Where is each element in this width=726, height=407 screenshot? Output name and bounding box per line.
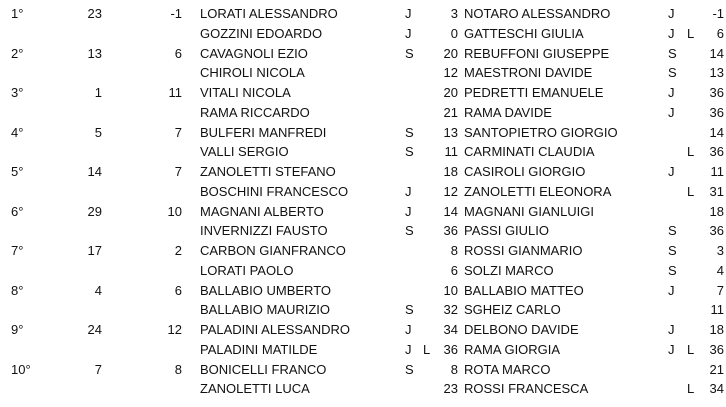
player2-name: BALLABIO MATTEO (464, 282, 584, 298)
player2-category-flag: S (668, 243, 677, 258)
player2-name: PASSI GIULIO (464, 223, 550, 239)
player2-name: SOLZI MARCO (464, 262, 554, 278)
player1-category-flag: J (405, 25, 412, 41)
player1-score: 10 (443, 282, 458, 298)
team-number-cell: 4 (94, 282, 102, 298)
player1-name: CHIROLI NICOLA (200, 65, 305, 81)
player1-category-flag: S (405, 45, 414, 61)
player2-category-flag: J (668, 282, 675, 298)
player1-name: LORATI PAOLO (200, 262, 294, 278)
player1-score: 21 (443, 104, 458, 120)
player1-name: BALLABIO MAURIZIO (200, 302, 331, 318)
player1-score: 13 (443, 124, 458, 140)
player2-score: 36 (709, 104, 724, 120)
player2-score: 13 (709, 65, 724, 81)
player1-score: 18 (443, 164, 458, 179)
player2-name: ROSSI GIANMARIO (464, 243, 583, 258)
player1-name: BONICELLI FRANCO (200, 361, 327, 377)
player1-name: ZANOLETTI LUCA (200, 381, 310, 397)
table-row (0, 379, 726, 399)
player1-score: 36 (443, 223, 458, 239)
place-cell: 5° (11, 164, 24, 179)
place-cell: 10° (11, 361, 31, 377)
place-cell: 8° (11, 282, 24, 298)
player1-score: 34 (443, 322, 458, 337)
player2-lady-flag: L (687, 183, 695, 199)
table-row (0, 300, 726, 320)
player2-score: 3 (716, 243, 724, 258)
table-row (0, 83, 726, 103)
player1-score: 14 (443, 203, 458, 219)
player2-category-flag: S (668, 45, 677, 61)
player2-score: 36 (709, 144, 724, 160)
team-number-cell: 5 (94, 124, 102, 140)
table-row (0, 103, 726, 123)
player1-score: 20 (443, 85, 458, 100)
player1-name: GOZZINI EDOARDO (200, 25, 323, 41)
player2-score: 36 (709, 341, 724, 357)
player2-name: CARMINATI CLAUDIA (464, 144, 595, 160)
player1-lady-flag: L (423, 341, 431, 357)
difference-cell: 11 (168, 85, 182, 100)
player2-category-flag: J (668, 6, 675, 21)
team-number-cell: 17 (87, 243, 102, 258)
difference-cell: -1 (170, 6, 182, 21)
difference-cell: 2 (174, 243, 182, 258)
player2-category-flag: J (668, 85, 675, 100)
table-row (0, 360, 726, 380)
team-number-cell: 7 (94, 361, 102, 377)
table-row (0, 241, 726, 261)
table-row (0, 44, 726, 64)
player1-category-flag: J (405, 6, 412, 21)
table-row (0, 221, 726, 241)
player2-name: RAMA GIORGIA (464, 341, 561, 357)
player2-lady-flag: L (687, 341, 695, 357)
player1-score: 36 (443, 341, 458, 357)
player2-name: MAGNANI GIANLUIGI (464, 203, 595, 219)
player1-name: INVERNIZZI FAUSTO (200, 223, 328, 239)
place-cell: 1° (11, 6, 24, 21)
player2-category-flag: J (668, 25, 675, 41)
player2-score: 31 (709, 183, 724, 199)
table-row (0, 281, 726, 301)
table-row (0, 340, 726, 360)
player1-score: 32 (443, 302, 458, 318)
difference-cell: 12 (167, 322, 182, 337)
player2-name: NOTARO ALESSANDRO (464, 6, 611, 21)
player1-name: BULFERI MANFREDI (200, 124, 327, 140)
team-number-cell: 23 (87, 6, 102, 21)
player1-name: PALADINI ALESSANDRO (200, 322, 351, 337)
player2-name: SANTOPIETRO GIORGIO (464, 124, 618, 140)
player1-score: 23 (443, 381, 458, 397)
difference-cell: 10 (167, 203, 182, 219)
table-row (0, 63, 726, 83)
team-number-cell: 13 (87, 45, 102, 61)
player1-name: CAVAGNOLI EZIO (200, 45, 308, 61)
player1-name: VITALI NICOLA (200, 85, 291, 100)
player1-score: 3 (450, 6, 458, 21)
player2-category-flag: S (668, 223, 677, 239)
player1-category-flag: S (405, 302, 414, 318)
table-row (0, 162, 726, 182)
player2-score: 36 (709, 223, 724, 239)
player1-score: 8 (450, 243, 458, 258)
place-cell: 7° (11, 243, 24, 258)
team-number-cell: 24 (87, 322, 102, 337)
player2-score: 14 (709, 124, 724, 140)
player2-name: CASIROLI GIORGIO (464, 164, 586, 179)
team-number-cell: 1 (94, 85, 102, 100)
table-row (0, 320, 726, 340)
table-row (0, 123, 726, 143)
player2-lady-flag: L (687, 381, 695, 397)
player1-score: 8 (450, 361, 458, 377)
player1-category-flag: J (405, 183, 412, 199)
table-row (0, 24, 726, 44)
player2-name: RAMA DAVIDE (464, 104, 552, 120)
player1-name: PALADINI MATILDE (200, 341, 318, 357)
difference-cell: 8 (174, 361, 182, 377)
team-number-cell: 29 (87, 203, 102, 219)
table-row (0, 142, 726, 162)
table-row (0, 182, 726, 202)
player2-score: 18 (709, 322, 724, 337)
player1-name: BOSCHINI FRANCESCO (200, 183, 349, 199)
table-row (0, 202, 726, 222)
player1-score: 0 (450, 25, 458, 41)
player2-score: 36 (709, 85, 724, 100)
player1-name: VALLI SERGIO (200, 144, 289, 160)
place-cell: 3° (11, 85, 24, 100)
player1-name: BALLABIO UMBERTO (200, 282, 332, 298)
player2-score: -1 (712, 6, 724, 21)
player1-score: 20 (443, 45, 458, 61)
table-row (0, 261, 726, 281)
player2-name: ROTA MARCO (464, 361, 551, 377)
player1-category-flag: J (405, 341, 412, 357)
player2-category-flag: J (668, 322, 675, 337)
player1-category-flag: S (405, 361, 414, 377)
player2-score: 4 (716, 262, 724, 278)
player1-score: 12 (443, 65, 458, 81)
difference-cell: 7 (174, 164, 182, 179)
player2-category-flag: S (668, 65, 677, 81)
place-cell: 2° (11, 45, 24, 61)
player2-score: 7 (716, 282, 724, 298)
player1-name: LORATI ALESSANDRO (200, 6, 338, 21)
place-cell: 9° (11, 322, 24, 337)
player2-name: GATTESCHI GIULIA (464, 25, 584, 41)
player1-score: 6 (450, 262, 458, 278)
player1-name: MAGNANI ALBERTO (200, 203, 324, 219)
place-cell: 4° (11, 124, 24, 140)
player2-score: 18 (709, 203, 724, 219)
player2-score: 34 (709, 381, 724, 397)
player1-category-flag: S (405, 124, 414, 140)
player2-name: ROSSI FRANCESCA (464, 381, 589, 397)
player1-category-flag: J (405, 203, 412, 219)
player2-score: 6 (716, 25, 724, 41)
player2-score: 11 (710, 164, 724, 179)
player2-name: SGHEIZ CARLO (464, 302, 561, 318)
player2-score: 21 (709, 361, 724, 377)
player1-name: ZANOLETTI STEFANO (200, 164, 336, 179)
player2-lady-flag: L (687, 25, 695, 41)
player2-category-flag: J (668, 164, 675, 179)
table-row (0, 4, 726, 24)
player2-category-flag: S (668, 262, 677, 278)
place-cell: 6° (11, 203, 24, 219)
player2-score: 11 (710, 302, 724, 318)
player1-name: RAMA RICCARDO (200, 104, 310, 120)
player1-score: 12 (443, 183, 458, 199)
player2-name: DELBONO DAVIDE (464, 322, 579, 337)
player1-category-flag: J (405, 322, 412, 337)
player1-category-flag: S (405, 144, 414, 160)
player2-name: ZANOLETTI ELEONORA (464, 183, 612, 199)
player1-name: CARBON GIANFRANCO (200, 243, 346, 258)
player2-name: REBUFFONI GIUSEPPE (464, 45, 610, 61)
difference-cell: 6 (174, 282, 182, 298)
difference-cell: 7 (174, 124, 182, 140)
player2-score: 14 (709, 45, 724, 61)
player2-name: MAESTRONI DAVIDE (464, 65, 593, 81)
player2-name: PEDRETTI EMANUELE (464, 85, 604, 100)
player2-category-flag: J (668, 104, 675, 120)
difference-cell: 6 (174, 45, 182, 61)
player2-lady-flag: L (687, 144, 695, 160)
player1-category-flag: S (405, 223, 414, 239)
team-number-cell: 14 (87, 164, 102, 179)
player2-category-flag: J (668, 341, 675, 357)
player1-score: 11 (444, 144, 458, 160)
